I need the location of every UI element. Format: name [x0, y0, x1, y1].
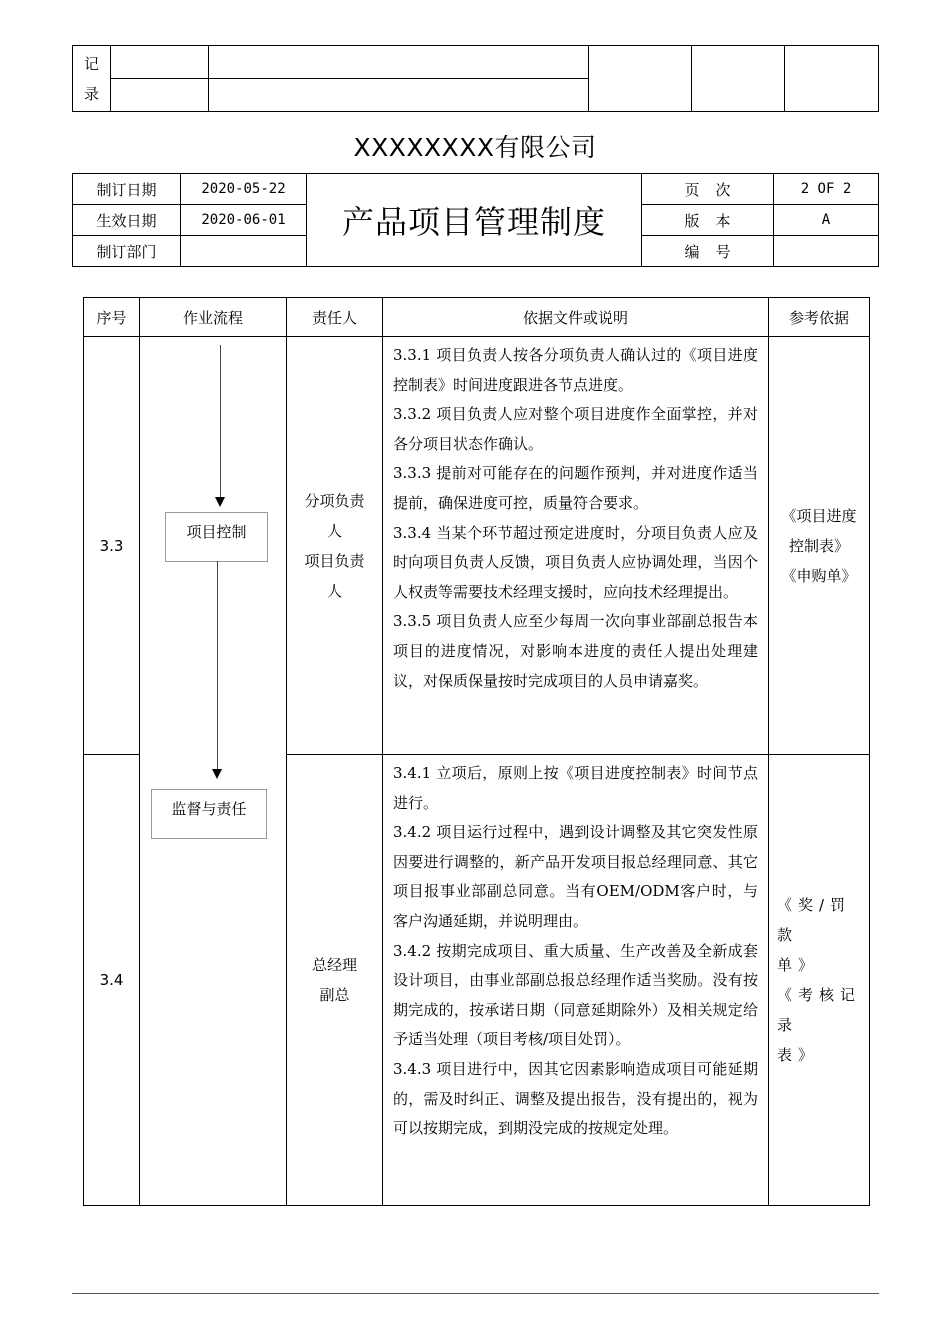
responsible-line: 分项负责	[304, 491, 365, 510]
flow-step-project-control: 项目控制	[165, 512, 268, 562]
record-label-line1: 记	[83, 54, 99, 73]
description-item: 3.4.1 立项后，原则上按《项目进度控制表》时间节点进行。	[393, 764, 758, 812]
row-seq: 3.4	[84, 755, 140, 1206]
arrow-down-icon	[212, 769, 222, 779]
column-header-responsible: 责任人	[287, 298, 383, 337]
row-reference	[769, 755, 870, 1206]
established-date-value: 2020-05-22	[181, 174, 307, 205]
row-seq: 3.3	[84, 337, 140, 755]
reference-line: 《申购单》	[781, 566, 857, 585]
description-item: 3.3.5 项目负责人应至少每周一次向事业部副总报告本项目的进度情况，对影响本进度的责任人提出处理建议，对保质保量按时完成项目的人员申请嘉奖。	[393, 612, 758, 690]
column-header-flow: 作业流程	[140, 298, 287, 337]
column-header-description: 依据文件或说明	[383, 298, 769, 337]
record-cell	[692, 46, 785, 112]
department-label: 制订部门	[73, 236, 181, 267]
effective-date-label: 生效日期	[73, 205, 181, 236]
arrow-down-icon	[215, 497, 225, 507]
footer-divider	[72, 1293, 879, 1294]
record-label	[73, 46, 111, 112]
company-name: XXXXXXXX有限公司	[353, 133, 597, 162]
responsible-line: 总经理	[311, 956, 357, 974]
table-row	[84, 337, 870, 755]
description-item: 3.3.1 项目负责人按各分项负责人确认过的《项目进度控制表》时间进度跟进各节点进度。	[393, 346, 758, 394]
record-table	[72, 45, 879, 112]
row-description	[383, 755, 769, 1206]
responsible-line: 人	[326, 581, 342, 600]
number-label: 编号	[642, 236, 774, 267]
version-value: A	[774, 205, 879, 236]
version-label: 版本	[642, 205, 774, 236]
flow-step-supervision: 监督与责任	[151, 789, 267, 839]
column-header-seq: 序号	[84, 298, 140, 337]
page-label: 页次	[642, 174, 774, 205]
row-description	[383, 337, 769, 755]
row-responsible	[287, 755, 383, 1206]
effective-date-value: 2020-06-01	[181, 205, 307, 236]
description-item: 3.4.3 项目进行中，因其它因素影响造成项目可能延期的，需及时纠正、调整及提出报告，没有提出的，视为可以按期完成，到期没完成的按规定处理。	[393, 1059, 758, 1138]
record-cell	[785, 46, 879, 112]
flow-connector-line	[217, 561, 218, 769]
description-item: 3.3.4 当某个环节超过预定进度时，分项目负责人应及时向项目负责人反馈，项目负责人应协调处理，当因个人权责等需要技术经理支援时，应向技术经理提出。	[393, 523, 758, 601]
number-value	[774, 236, 879, 267]
established-date-label: 制订日期	[73, 174, 181, 205]
description-item: 3.4.2 项目运行过程中，遇到设计调整及其它突发性原因要进行调整的，新产品开发项目报总经理同意、其它项目报事业部副总同意。当有OEM/ODM客户时，与客户沟通延期，并说明理由。	[393, 823, 758, 930]
record-cell	[589, 46, 692, 112]
record-label-line2: 录	[83, 84, 99, 103]
row-reference	[769, 337, 870, 755]
procedure-table	[83, 297, 870, 1206]
responsible-line: 副总	[319, 986, 350, 1004]
row-responsible	[287, 337, 383, 755]
reference-line: 单》	[777, 956, 820, 974]
flow-connector-line	[220, 345, 221, 497]
document-title: 产品项目管理制度	[307, 174, 642, 267]
record-cell	[111, 46, 209, 79]
document-header-table	[72, 173, 879, 267]
responsible-line: 项目负责	[304, 551, 365, 570]
reference-line: 《项目进度	[781, 506, 857, 525]
responsible-line: 人	[326, 521, 342, 540]
flow-column	[140, 337, 287, 1206]
page-value: 2 OF 2	[774, 174, 879, 205]
description-item: 3.3.2 项目负责人应对整个项目进度作全面掌控，并对各分项目状态作确认。	[393, 405, 758, 453]
record-cell	[209, 46, 589, 79]
description-item: 3.4.2 按期完成项目、重大质量、生产改善及全新成套设计项目，由事业部副总报总经理作适当奖励。没有按期完成的，按承诺日期（同意延期除外）及相关规定给予适当处理（项目考核/项目处罚）。	[393, 941, 758, 1049]
description-item: 3.3.3 提前对可能存在的问题作预判，并对进度作适当提前，确保进度可控，质量符合要求。	[393, 464, 758, 512]
column-header-reference: 参考依据	[769, 298, 870, 337]
reference-line: 表》	[777, 1046, 820, 1064]
reference-line: 《奖/罚款	[777, 896, 852, 944]
reference-line: 控制表》	[788, 536, 849, 555]
record-cell	[209, 79, 589, 112]
record-cell	[111, 79, 209, 112]
reference-line: 《考核记录	[777, 986, 862, 1034]
department-value	[181, 236, 307, 267]
